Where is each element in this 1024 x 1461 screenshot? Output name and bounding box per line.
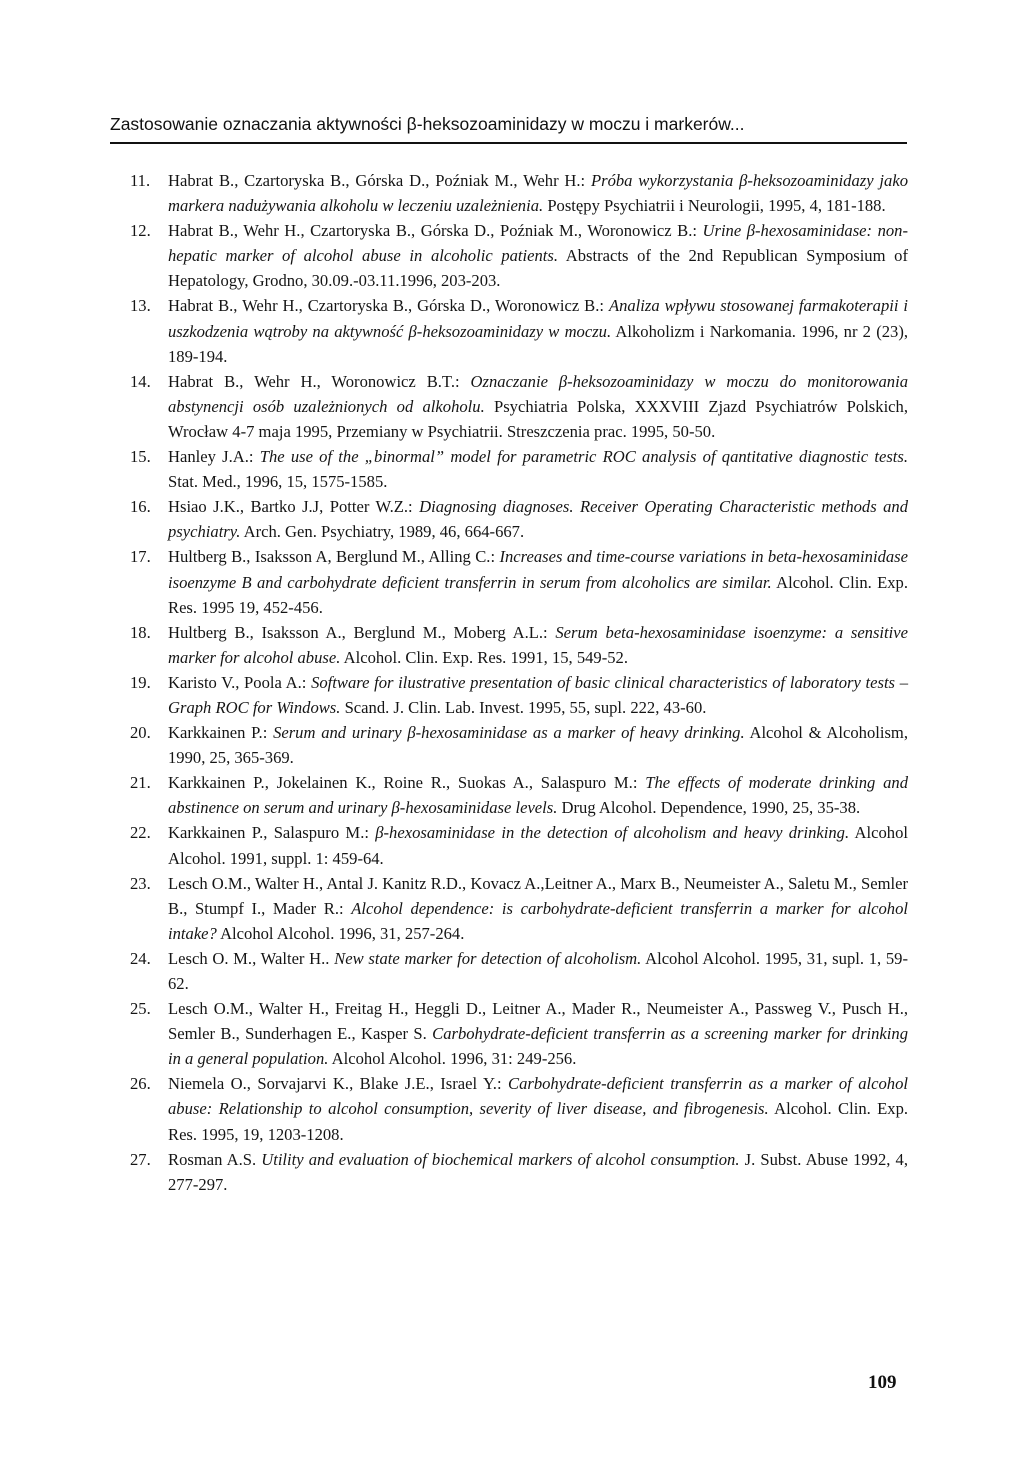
reference-text [168,497,908,541]
reference-number: 11. [130,171,151,190]
reference-text [168,1074,908,1143]
reference-item [130,720,908,770]
reference-segment: Karkkainen P., Salaspuro M.: [168,823,376,843]
reference-number: 17. [130,547,151,567]
reference-number: 23. [130,873,151,893]
reference-number: 24. [130,948,151,968]
reference-segment: Hultberg B., Isaksson A, Berglund M., Alling C.: [168,547,500,567]
reference-title: Serum and urinary β-hexosaminidase as a marker of heavy drinking. [273,723,745,743]
reference-segment: Alcohol. Clin. Exp. Res. 1991, 15, 549-52. [340,647,628,667]
reference-segment: Scand. J. Clin. Lab. Invest. 1995, 55, supl. 222, 43-60. [340,697,707,717]
reference-title: β-hexosaminidase in the detection of alcoholism and heavy drinking. [375,823,850,843]
reference-text [168,372,908,441]
reference-number: 16. [130,497,151,517]
reference-item [130,293,908,368]
reference-segment: Drug Alcohol. Dependence, 1990, 25, 35-38. [557,798,861,818]
reference-number: 18. [130,622,151,642]
reference-number: 20. [130,723,151,743]
reference-number: 25. [130,999,151,1019]
reference-title: Serum beta-hexosaminidase isoenzyme: a sensitive marker for alcohol abuse. [168,622,908,667]
reference-segment: Alcohol Alcohol. 1996, 31, 257-264. [216,923,465,943]
reference-segment: Karisto V., Poola A.: [168,672,312,692]
reference-number: 15. [130,447,151,467]
reference-title: Carbohydrate-deficient transferrin as a screening marker for drinking in a general population. [168,1024,909,1069]
reference-segment: Habrat B., Czartoryska B., Górska D., Poźniak M., Wehr H.: [168,171,591,190]
reference-item [130,369,908,444]
reference-item [130,871,908,946]
reference-text [168,823,908,867]
reference-segment: Habrat B., Wehr H., Czartoryska B., Górska D., Woronowicz B.: [168,296,609,316]
reference-text [168,447,908,491]
reference-title: Increases and time-course variations in beta-hexosaminidase isoenzyme B and carbohydrate deficient transferrin in serum from alcoholics are similar. [168,547,908,592]
header-rule [110,142,907,144]
reference-number: 19. [130,672,151,692]
reference-segment: Stat. Med., 1996, 15, 1575-1585. [168,472,388,492]
reference-title: Próba wykorzystania β-heksozoaminidazy jako markera nadużywania alkoholu w leczeniu uzależnienia. [168,171,908,216]
reference-title: Urine β-hexosaminidase: non-hepatic marker of alcohol abuse in alcoholic patients. [168,221,908,266]
reference-text [168,773,908,817]
reference-title: New state marker for detection of alcoholism. [334,948,642,968]
reference-text [168,999,908,1068]
reference-title: Diagnosing diagnoses. Receiver Operating Characteristic methods and psychiatry. [168,497,908,542]
reference-segment: Hultberg B., Isaksson A., Berglund M., Moberg A.L.: [168,622,556,642]
reference-item [130,168,908,218]
reference-segment: Habrat B., Wehr H., Czartoryska B., Górska D., Poźniak M., Woronowicz B.: [168,221,703,241]
reference-segment: Lesch O.M., Walter H., Freitag H., Heggli D., Leitner A., Mader R., Neumeister A., Passweg V., Pusch H., Semler B., Sunderhagen E., Kasper S. [168,999,908,1044]
reference-text [168,221,908,290]
reference-segment: Hsiao J.K., Bartko J.J, Potter W.Z.: [168,497,420,517]
reference-item [130,218,908,293]
page-number: 109 [868,1372,897,1393]
reference-segment: Karkkainen P., Jokelainen K., Roine R., Suokas A., Salaspuro M.: [168,773,646,793]
reference-text [168,874,908,943]
running-header: Zastosowanie oznaczania aktywności β-heksozoaminidazy w moczu i markerów... [110,114,745,134]
reference-item [130,620,908,670]
reference-text [168,949,908,993]
reference-text [168,296,908,365]
reference-item [130,670,908,720]
reference-text [168,171,908,215]
reference-segment: Postępy Psychiatrii i Neurologii, 1995, 4, 181-188. [543,196,886,216]
reference-title: Analiza wpływu stosowanej farmakoterapii i uszkodzenia wątroby na aktywność β-heksozoaminidazy w moczu. [168,296,908,341]
reference-segment: Alkoholizm i Narkomania. 1996, nr 2 (23), 189-194. [168,321,908,366]
reference-segment: Alcohol. Clin. Exp. Res. 1995 19, 452-456. [168,572,908,617]
reference-segment: Alcohol & Alcoholism, 1990, 25, 365-369. [168,723,908,768]
reference-segment: Niemela O., Sorvajarvi K., Blake J.E., Israel Y.: [168,1074,508,1094]
reference-title: Utility and evaluation of biochemical markers of alcohol consumption. [261,1149,740,1169]
reference-number: 26. [130,1074,151,1094]
reference-title: Software for ilustrative presentation of basic clinical characteristics of laboratory tests – Graph ROC for Windows. [168,672,908,717]
reference-text [168,1150,908,1194]
reference-item [130,444,908,494]
reference-number: 22. [130,823,151,843]
reference-title: The use of the „binormal” model for parametric ROC analysis of qantitative diagnostic tests. [259,447,908,467]
reference-item [130,1071,908,1146]
reference-segment: Karkkainen P.: [168,723,274,743]
reference-segment: Hanley J.A.: [168,447,260,467]
reference-number: 27. [130,1149,151,1169]
reference-text [168,723,908,767]
reference-segment: Alcohol Alcohol. 1995, 31, supl. 1, 59-62. [168,948,908,993]
reference-segment: Alcohol Alcohol. 1991, suppl. 1: 459-64. [168,823,908,868]
reference-title: The effects of moderate drinking and abstinence on serum and urinary β-hexosaminidase levels. [168,773,908,818]
reference-title: Alcohol dependence: is carbohydrate-deficient transferrin a marker for alcohol intake? [168,898,908,943]
reference-item [130,494,908,544]
reference-text [168,673,908,717]
reference-number: 21. [130,773,151,793]
reference-item [130,544,908,619]
reference-segment: Lesch O. M., Walter H.. [168,948,335,968]
reference-text [168,623,908,667]
reference-item [130,996,908,1071]
reference-item [130,770,908,820]
reference-title: Oznaczanie β-heksozoaminidazy w moczu do monitorowania abstynencji osób uzależnionych od alkoholu. [168,371,908,416]
reference-segment: J. Subst. Abuse 1992, 4, 277-297. [168,1149,908,1194]
reference-text [168,547,908,616]
reference-number: 12. [130,221,151,241]
reference-item [130,946,908,996]
reference-item [130,820,908,870]
reference-segment: Alcohol Alcohol. 1996, 31: 249-256. [328,1049,577,1069]
reference-title: Carbohydrate-deficient transferrin as a marker of alcohol abuse: Relationship to alcohol consumption, severity of liver disease, and fibrogenesis. [168,1074,908,1119]
reference-segment: Lesch O.M., Walter H., Antal J. Kanitz R.D., Kovacz A.,Leitner A., Marx B., Neumeister A., Saletu M., Semler B., Stumpf I., Mader R.: [168,873,908,918]
reference-list [130,168,908,1197]
reference-segment: Alcohol. Clin. Exp. Res. 1995, 19, 1203-1208. [168,1099,909,1144]
reference-segment: Habrat B., Wehr H., Woronowicz B.T.: [168,371,471,391]
reference-segment: Psychiatria Polska, XXXVIII Zjazd Psychiatrów Polskich, Wrocław 4-7 maja 1995, Przemiany w Psychiatrii. Streszczenia prac. 1995, 50-50. [168,396,908,441]
reference-number: 14. [130,371,151,391]
reference-segment: Rosman A.S. [168,1149,262,1169]
reference-number: 13. [130,296,151,316]
reference-segment: Arch. Gen. Psychiatry, 1989, 46, 664-667. [240,522,525,542]
reference-item [130,1147,908,1197]
reference-segment: Abstracts of the 2nd Republican Symposium of Hepatology, Grodno, 30.09.-03.11.1996, 203-203. [168,246,908,291]
